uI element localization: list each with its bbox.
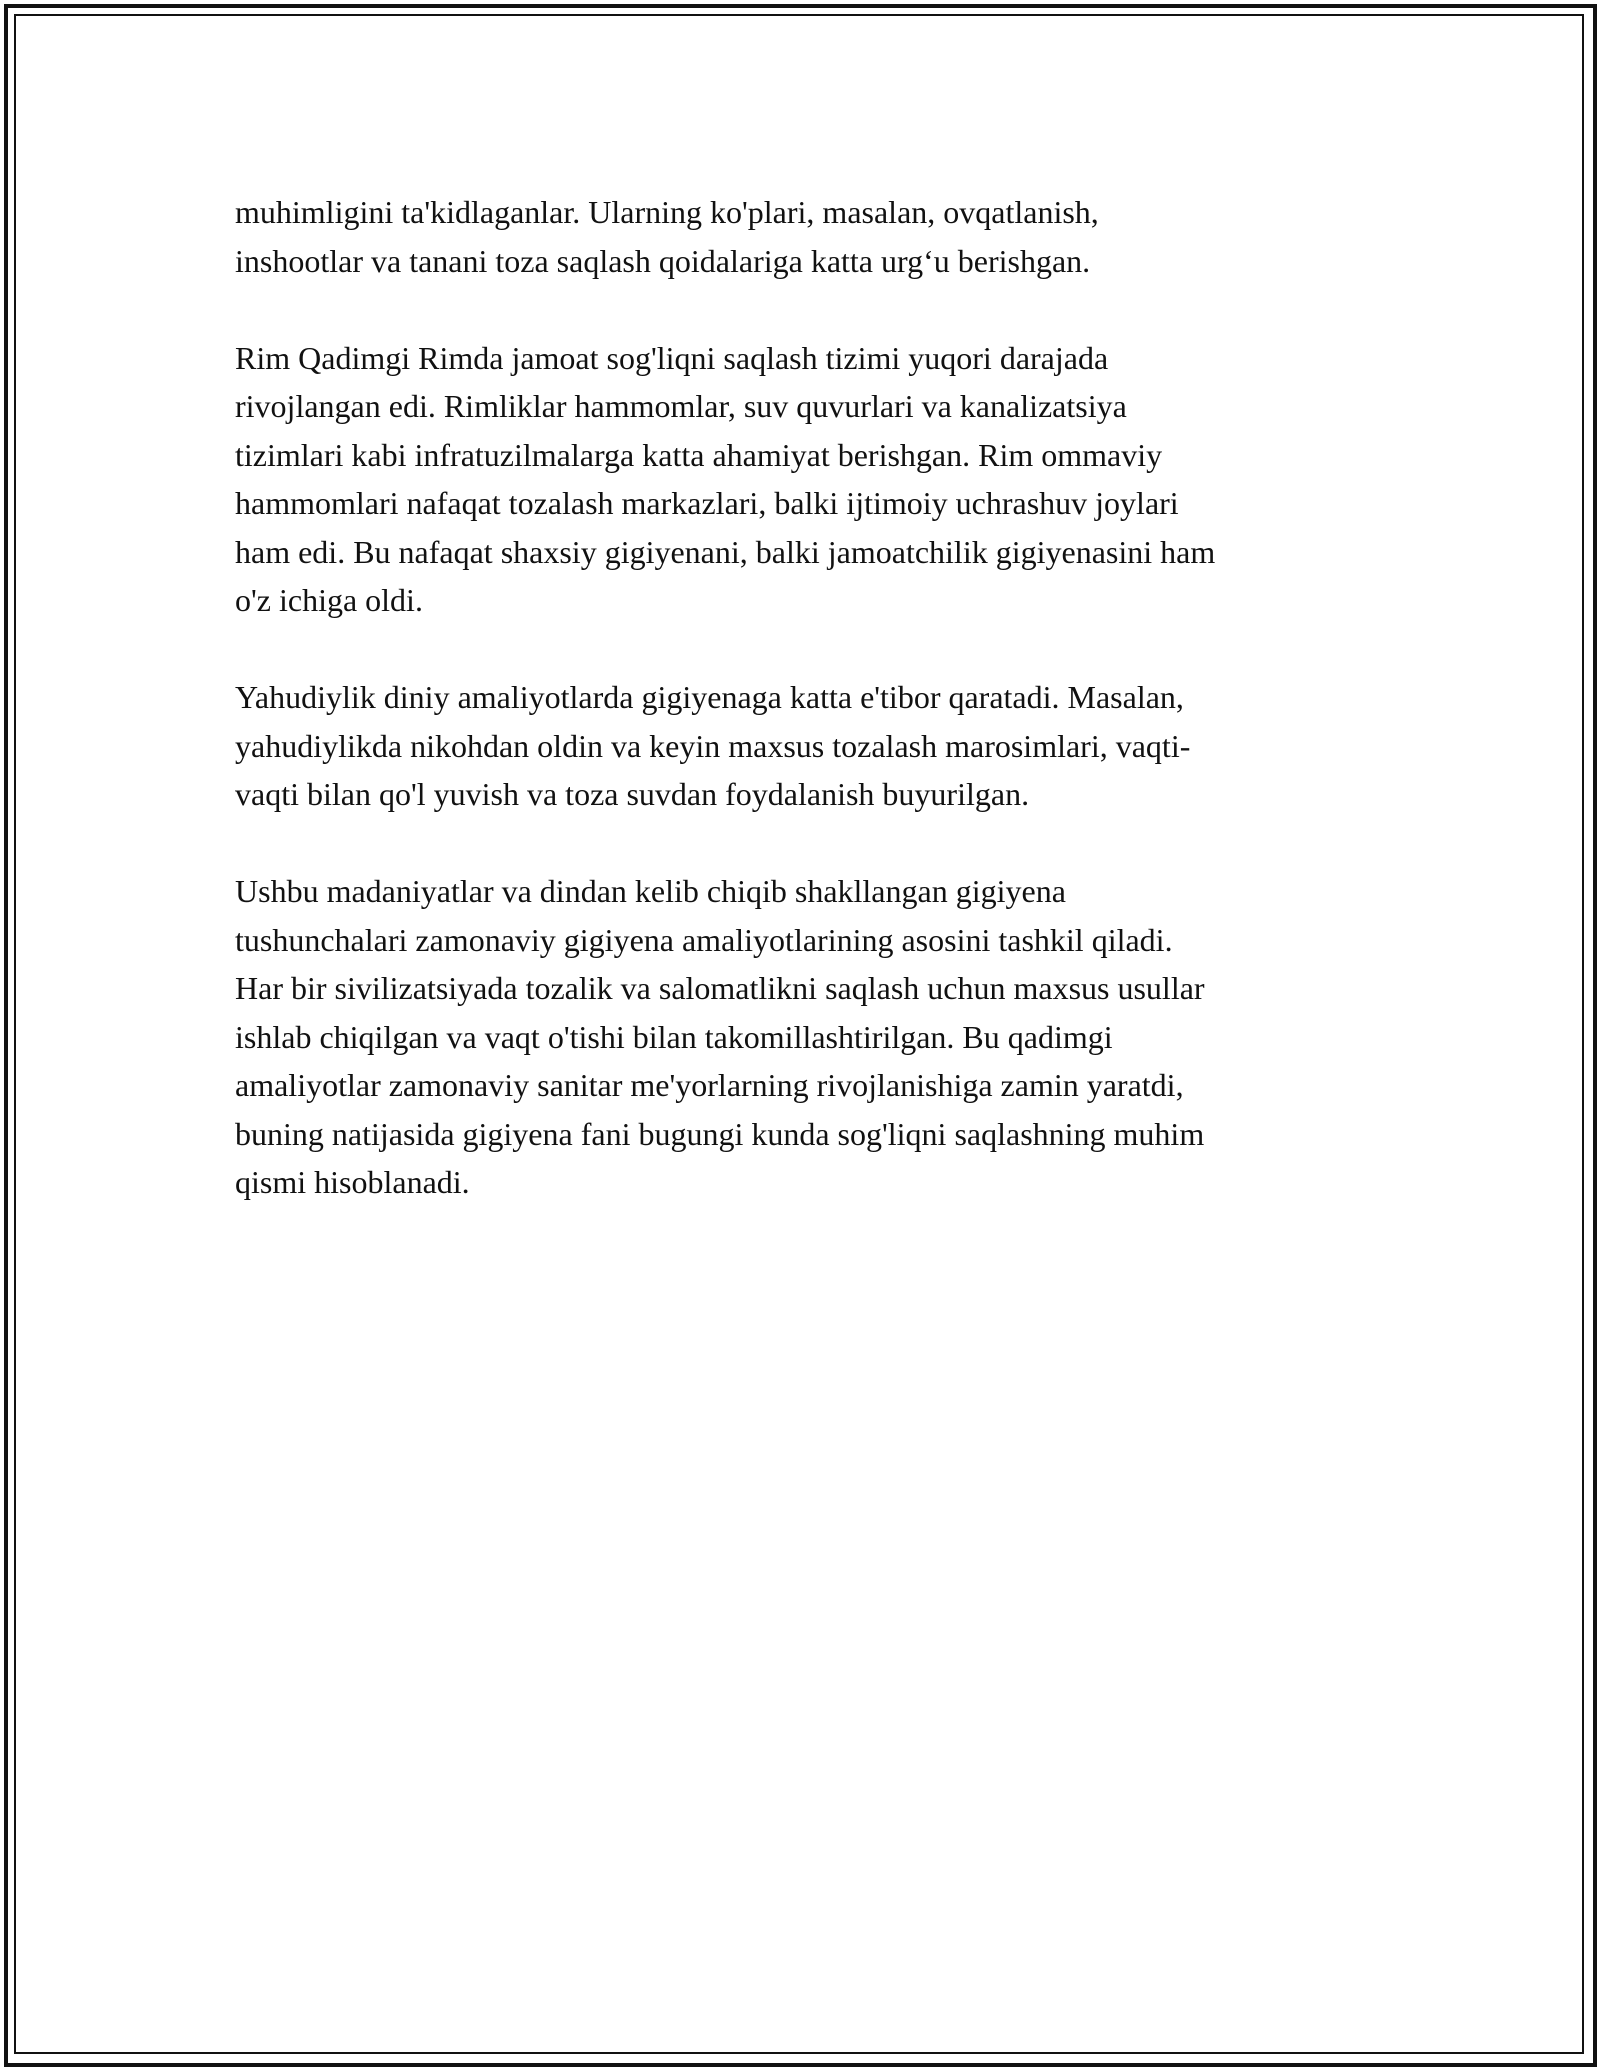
paragraph-judaism — [235, 673, 1375, 819]
text-line: muhimligini ta'kidlaganlar. Ularning ko'plari, masalan, ovqatlanish, — [235, 194, 1099, 230]
text-line: Rim Qadimgi Rimda jamoat sog'liqni saqlash tizimi yuqori darajada — [235, 339, 1109, 376]
text-line: yahudiylikda nikohdan oldin va keyin maxsus tozalash marosimlari, vaqti- — [235, 727, 1191, 764]
document-body — [235, 188, 1375, 1255]
text-line: Yahudiylik diniy amaliyotlarda gigiyenaga katta e'tibor qaratadi. Masalan, — [235, 679, 1184, 715]
text-line: hammomlari nafaqat tozalash markazlari, balki ijtimoiy uchrashuv joylari — [235, 485, 1179, 521]
text-line: qismi hisoblanadi. — [235, 1164, 470, 1200]
text-line: Ushbu madaniyatlar va dindan kelib chiqib shakllangan gigiyena — [235, 873, 1066, 909]
text-line: buning natijasida gigiyena fani bugungi kunda sog'liqni saqlashning muhim — [235, 1115, 1205, 1152]
text-line: ham edi. Bu nafaqat shaxsiy gigiyenani, balki jamoatchilik gigiyenasini ham — [235, 533, 1216, 570]
text-line: Har bir sivilizatsiyada tozalik va salomatlikni saqlash uchun maxsus usullar — [235, 970, 1205, 1006]
text-line: rivojlangan edi. Rimliklar hammomlar, suv quvurlari va kanalizatsiya — [235, 388, 1127, 424]
text-line: vaqti bilan qo'l yuvish va toza suvdan foydalanish buyurilgan. — [235, 776, 1030, 812]
text-line: o'z ichiga oldi. — [235, 582, 423, 618]
text-line: tizimlari kabi infratuzilmalarga katta ahamiyat berishgan. Rim ommaviy — [235, 436, 1163, 473]
text-line: ishlab chiqilgan va vaqt o'tishi bilan takomillashtirilgan. Bu qadimgi — [235, 1018, 1113, 1055]
text-line: amaliyotlar zamonaviy sanitar me'yorlarning rivojlanishiga zamin yaratdi, — [235, 1067, 1184, 1103]
paragraph-conclusion — [235, 867, 1375, 1207]
paragraph-rome — [235, 334, 1375, 625]
text-line: tushunchalari zamonaviy gigiyena amaliyotlarining asosini tashkil qiladi. — [235, 921, 1173, 958]
text-line: inshootlar va tanani toza saqlash qoidalariga katta urg‘u berishgan. — [235, 242, 1091, 279]
paragraph-hygiene-emphasis — [235, 188, 1375, 285]
